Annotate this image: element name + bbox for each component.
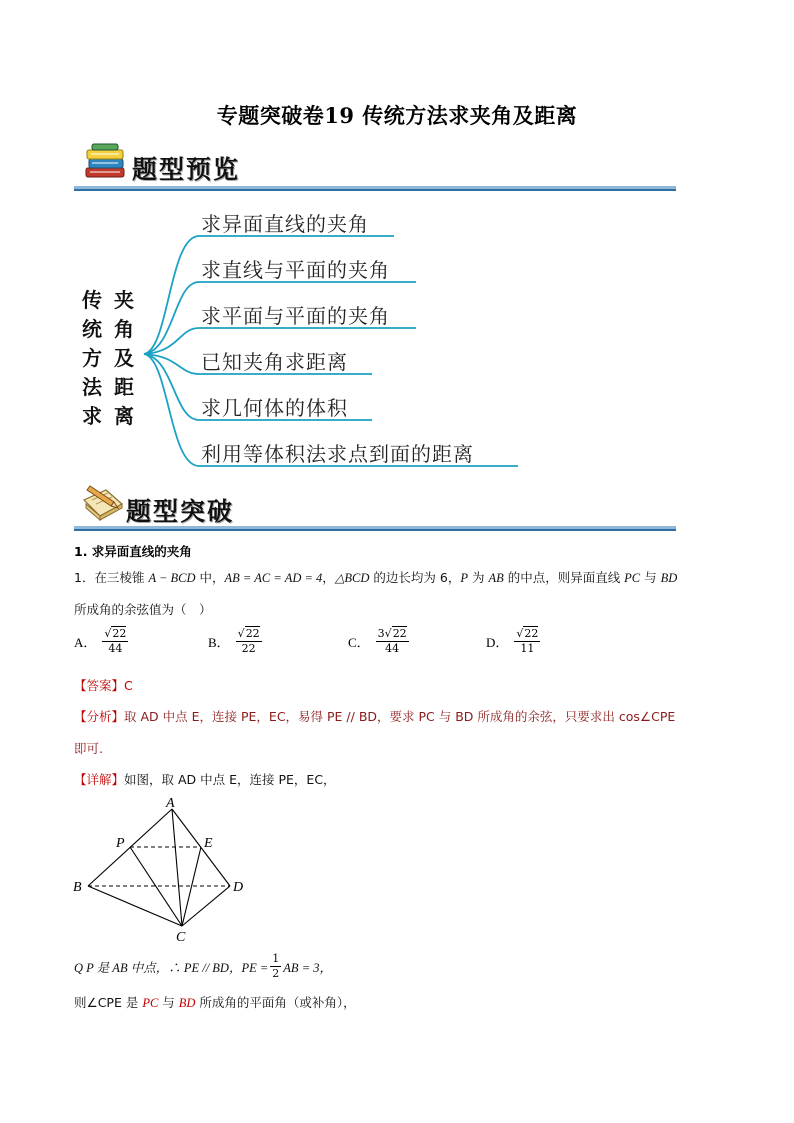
step-text: Q P 是 AB 中点，∴ PE // BD，PE =	[74, 960, 269, 975]
math-bd: BD	[660, 571, 678, 585]
step-1	[74, 952, 332, 981]
analysis-line-1	[74, 707, 675, 725]
section-heading: 1. 求异面直线的夹角	[74, 544, 192, 559]
root-char: 夹	[114, 288, 134, 312]
math-p: P	[460, 571, 468, 585]
option-a[interactable]	[74, 626, 128, 656]
option-c[interactable]	[348, 626, 409, 656]
option-fraction: $\frac{3√22}{44}$	[377, 627, 407, 655]
detail-tag: 【详解】	[74, 772, 125, 787]
math-ab: AB	[488, 571, 504, 585]
root-char: 统	[82, 317, 102, 341]
mindmap-root-col1	[80, 286, 104, 431]
option-label: C．	[348, 634, 370, 650]
math-bd: BD	[178, 996, 196, 1010]
divider-1	[74, 186, 676, 191]
mindmap-item: 利用等体积法求点到面的距离	[201, 442, 474, 466]
root-char: 传	[82, 288, 102, 312]
math-equal-edges: AB = AC = AD = 4	[224, 571, 323, 585]
mindmap-item: 求直线与平面的夹角	[201, 258, 390, 282]
step-2	[74, 993, 356, 1011]
tetrahedron-figure	[70, 795, 260, 945]
page-title: 专题突破卷19 传统方法求夹角及距离	[216, 103, 578, 128]
root-char: 及	[114, 346, 134, 370]
banner-breakthrough	[74, 482, 676, 532]
edge-ac	[172, 809, 182, 926]
label-e: E	[204, 836, 213, 851]
edge-bc	[88, 886, 182, 926]
answer-tag: 【答案】	[74, 678, 125, 693]
banner-preview	[74, 142, 676, 192]
answer-line	[74, 676, 133, 694]
root-char: 法	[82, 375, 102, 399]
step-text: AB = 3，	[283, 960, 333, 975]
question-text: ，	[322, 570, 335, 585]
question-text: 为	[467, 570, 489, 585]
step-text: 与	[158, 995, 179, 1010]
option-label: D．	[486, 634, 509, 650]
label-d: D	[233, 880, 244, 895]
math-tetrahedron: A − BCD	[148, 571, 196, 585]
banner-preview-text: 题型预览	[132, 155, 241, 184]
option-d[interactable]	[486, 626, 540, 656]
question-text: 1．在三棱锥	[74, 570, 149, 585]
mindmap-item: 求异面直线的夹角	[201, 212, 369, 236]
root-char: 方	[82, 346, 102, 370]
question-text: 与	[640, 570, 661, 585]
label-p: P	[116, 836, 125, 851]
question-text: 中，	[195, 570, 225, 585]
answer-value: C	[124, 678, 133, 693]
root-char: 离	[114, 404, 134, 428]
step-text: 所成角的平面角（或补角），	[195, 995, 356, 1010]
pencil-notebook-icon	[80, 482, 126, 522]
option-label: B．	[208, 634, 230, 650]
math-triangle: △BCD	[334, 571, 370, 585]
divider-2	[74, 526, 676, 531]
mindmap-item: 求平面与平面的夹角	[201, 304, 390, 328]
option-fraction: $\frac{√22}{44}$	[104, 627, 127, 655]
edge-ec	[182, 847, 201, 926]
edge-cd	[182, 886, 230, 926]
question-text: 的中点，则异面直线	[503, 570, 625, 585]
root-char: 求	[82, 404, 102, 428]
banner-breakthrough-text: 题型突破	[126, 497, 235, 526]
option-fraction: $\frac{√22}{22}$	[237, 627, 260, 655]
analysis-text: 取 AD 中点 E，连接 PE，EC，易得 PE // BD，要求 PC 与 BD 所成角的余弦，只要求出 cos∠CPE	[124, 709, 676, 724]
mindmap-item: 已知夹角求距离	[201, 350, 348, 374]
root-char: 角	[114, 317, 134, 341]
option-label: A．	[74, 634, 97, 650]
mindmap-root-col2	[112, 286, 136, 431]
mindmap-item: 求几何体的体积	[201, 396, 348, 420]
math-pc: PC	[142, 996, 159, 1010]
label-c: C	[176, 930, 186, 945]
books-icon	[82, 142, 130, 182]
detail-text: 如图，取 AD 中点 E，连接 PE，EC，	[124, 772, 336, 787]
step-text: 则∠CPE 是	[74, 995, 143, 1010]
analysis-tag: 【分析】	[74, 709, 125, 724]
math-pc: PC	[624, 571, 641, 585]
analysis-line-2: 即可.	[74, 741, 103, 756]
option-fraction: $\frac{√22}{11}$	[516, 627, 539, 655]
mindmap	[74, 200, 544, 480]
question-line-1	[74, 568, 677, 586]
label-a: A	[166, 796, 175, 811]
question-line-2: 所成角的余弦值为（ ）	[74, 602, 212, 617]
fraction-half: $\frac{1}{2}$	[272, 952, 280, 980]
label-b: B	[73, 880, 82, 895]
option-b[interactable]	[208, 626, 262, 656]
question-text: 的边长均为 6，	[369, 570, 461, 585]
detail-line	[74, 770, 336, 788]
root-char: 距	[114, 375, 134, 399]
